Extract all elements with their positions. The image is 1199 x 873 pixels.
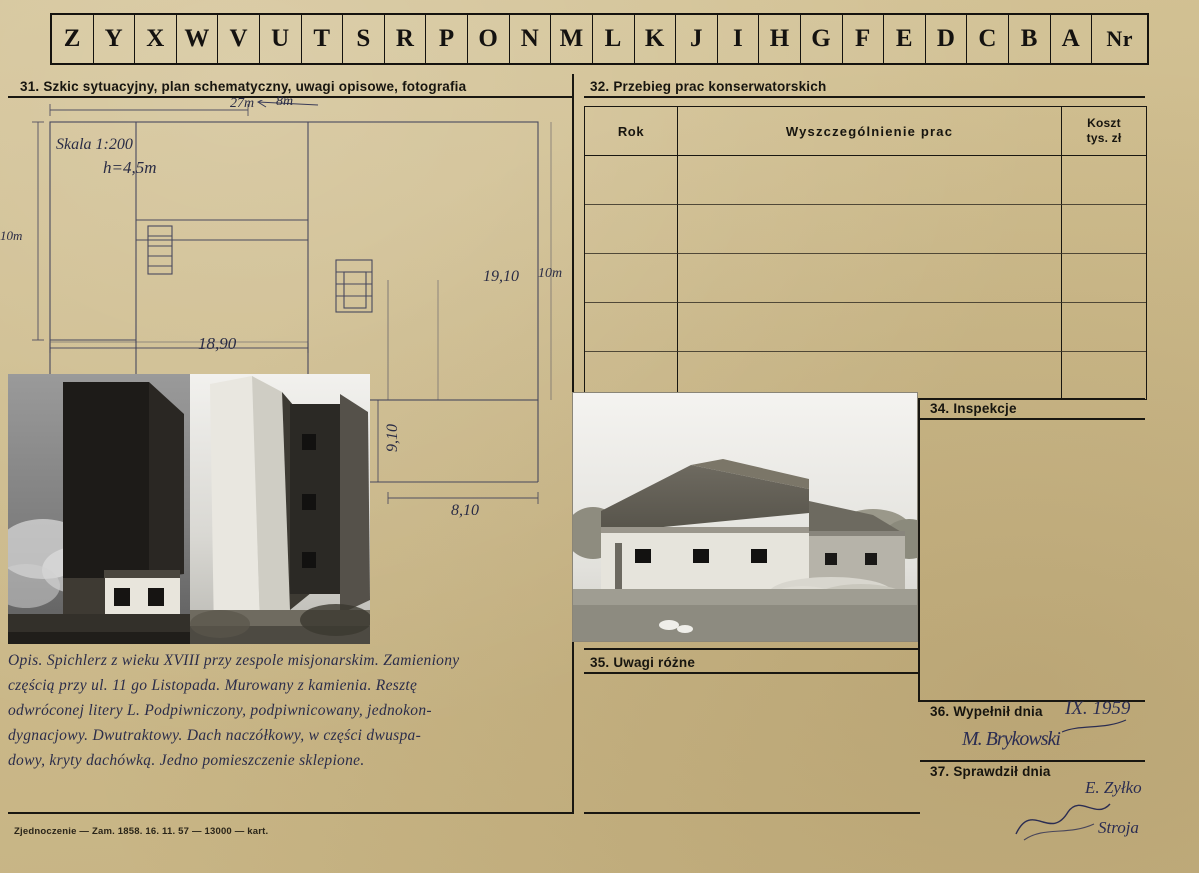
- letter-cell[interactable]: G: [801, 15, 843, 63]
- letter-cell[interactable]: C: [967, 15, 1009, 63]
- signature-flourish: [1010, 790, 1120, 850]
- table-prace-konserwatorskie: [584, 106, 1147, 400]
- granary-exterior-photo-middle: [190, 374, 370, 644]
- letter-cell[interactable]: H: [759, 15, 801, 63]
- sketch-height-note: h=4,5m: [103, 158, 157, 177]
- description-line: dygnacjowy. Dwutraktowy. Dach naczółkowy, w części dwuspa-: [8, 727, 422, 744]
- letter-cell[interactable]: T: [302, 15, 344, 63]
- divider-vertical-34: [918, 398, 920, 702]
- photo-left-graphic: [8, 374, 190, 644]
- letter-cell[interactable]: R: [385, 15, 427, 63]
- letter-cell[interactable]: I: [718, 15, 760, 63]
- section-heading-37: 37. Sprawdził dnia: [930, 764, 1051, 779]
- section-heading-32: 32. Przebieg prac konserwatorskich: [590, 79, 827, 94]
- column-header-wyszczegolnienie: Wyszczególnienie prac: [678, 107, 1062, 155]
- section-heading-36: 36. Wypełnił dnia: [930, 704, 1043, 719]
- letter-cell[interactable]: W: [177, 15, 219, 63]
- table-header-row: [585, 107, 1146, 156]
- printer-imprint: Zjednoczenie — Zam. 1858. 16. 11. 57 — 13000 — kart.: [14, 826, 269, 837]
- dim-right: 19,10: [483, 268, 519, 285]
- checked-signature-2: Stroja: [1098, 818, 1139, 837]
- description-line: odwróconej litery L. Podpiwniczony, podpiwnicowany, jednokon-: [8, 702, 432, 719]
- letter-cell[interactable]: E: [884, 15, 926, 63]
- letter-cell[interactable]: L: [593, 15, 635, 63]
- dim-right-2: 10m: [538, 266, 563, 281]
- dim-lower-bottom: 8,10: [451, 502, 479, 519]
- divider-under-heading-35: [584, 672, 920, 674]
- filled-date-value: IX. 1959: [1065, 698, 1131, 719]
- photo-middle-graphic: [190, 374, 370, 644]
- letter-cell[interactable]: A: [1051, 15, 1093, 63]
- letter-cell[interactable]: U: [260, 15, 302, 63]
- letter-cell[interactable]: P: [426, 15, 468, 63]
- table-column-divider-2: [1061, 155, 1062, 399]
- letter-cell[interactable]: K: [635, 15, 677, 63]
- sketch-scale-note: Skala 1:200: [56, 136, 133, 153]
- divider-above-37: [920, 760, 1145, 762]
- letter-cell[interactable]: S: [343, 15, 385, 63]
- letter-cell[interactable]: O: [468, 15, 510, 63]
- letter-cell[interactable]: Y: [94, 15, 136, 63]
- column-header-koszt-line1: Koszt: [1087, 116, 1121, 130]
- section-heading-35: 35. Uwagi różne: [590, 655, 696, 670]
- section-heading-31: 31. Szkic sytuacyjny, plan schematyczny, uwagi opisowe, fotografia: [20, 79, 467, 94]
- dim-lower-right: 9,10: [384, 424, 401, 452]
- column-header-koszt-line2: tys. zł: [1086, 131, 1122, 145]
- divider-above-35: [584, 648, 920, 650]
- letter-cell[interactable]: D: [926, 15, 968, 63]
- date-underline: [1060, 712, 1130, 740]
- divider-under-heading-32: [584, 96, 1145, 98]
- filled-signature: M. Brykowski: [962, 728, 1060, 750]
- section-heading-34: 34. Inspekcje: [930, 401, 1017, 416]
- table-row[interactable]: [585, 302, 1146, 303]
- record-number-cell[interactable]: Nr: [1106, 26, 1133, 51]
- letter-cell[interactable]: F: [843, 15, 885, 63]
- letter-cell[interactable]: X: [135, 15, 177, 63]
- handwritten-description: [8, 648, 568, 773]
- dim-bottom: 18,90: [198, 334, 237, 353]
- dim-left: 10m: [0, 228, 23, 243]
- column-header-rok: Rok: [585, 107, 678, 155]
- photo-right-graphic: [573, 393, 917, 641]
- letter-cell[interactable]: N: [510, 15, 552, 63]
- letter-cell[interactable]: V: [218, 15, 260, 63]
- letter-cell[interactable]: B: [1009, 15, 1051, 63]
- letter-index-strip: [50, 13, 1149, 65]
- table-row[interactable]: [585, 351, 1146, 352]
- divider-bottom-left: [8, 812, 572, 814]
- divider-bottom-mid: [584, 812, 920, 814]
- description-line: Opis. Spichlerz z wieku XVIII przy zespole misjonarskim. Zamieniony: [8, 652, 460, 669]
- letter-cell[interactable]: Z: [52, 15, 94, 63]
- table-row[interactable]: [585, 204, 1146, 205]
- description-line: częścią przy ul. 11 go Listopada. Murowany z kamienia. Resztę: [8, 677, 418, 694]
- divider-under-heading-34: [920, 418, 1145, 420]
- checked-signature-1: E. Zyłko: [1085, 778, 1142, 797]
- dim-top-2: 8m: [276, 94, 294, 109]
- column-header-koszt: [1062, 107, 1146, 155]
- granary-exterior-photo-right: [572, 392, 918, 642]
- granary-exterior-photo-left: [8, 374, 190, 644]
- letter-cell[interactable]: M: [551, 15, 593, 63]
- letter-cell[interactable]: J: [676, 15, 718, 63]
- description-line: dowy, kryty dachówką. Jedno pomieszczenie sklepione.: [8, 752, 365, 769]
- table-row[interactable]: [585, 253, 1146, 254]
- table-column-divider-1: [677, 155, 678, 399]
- dim-top: 27m: [230, 96, 255, 111]
